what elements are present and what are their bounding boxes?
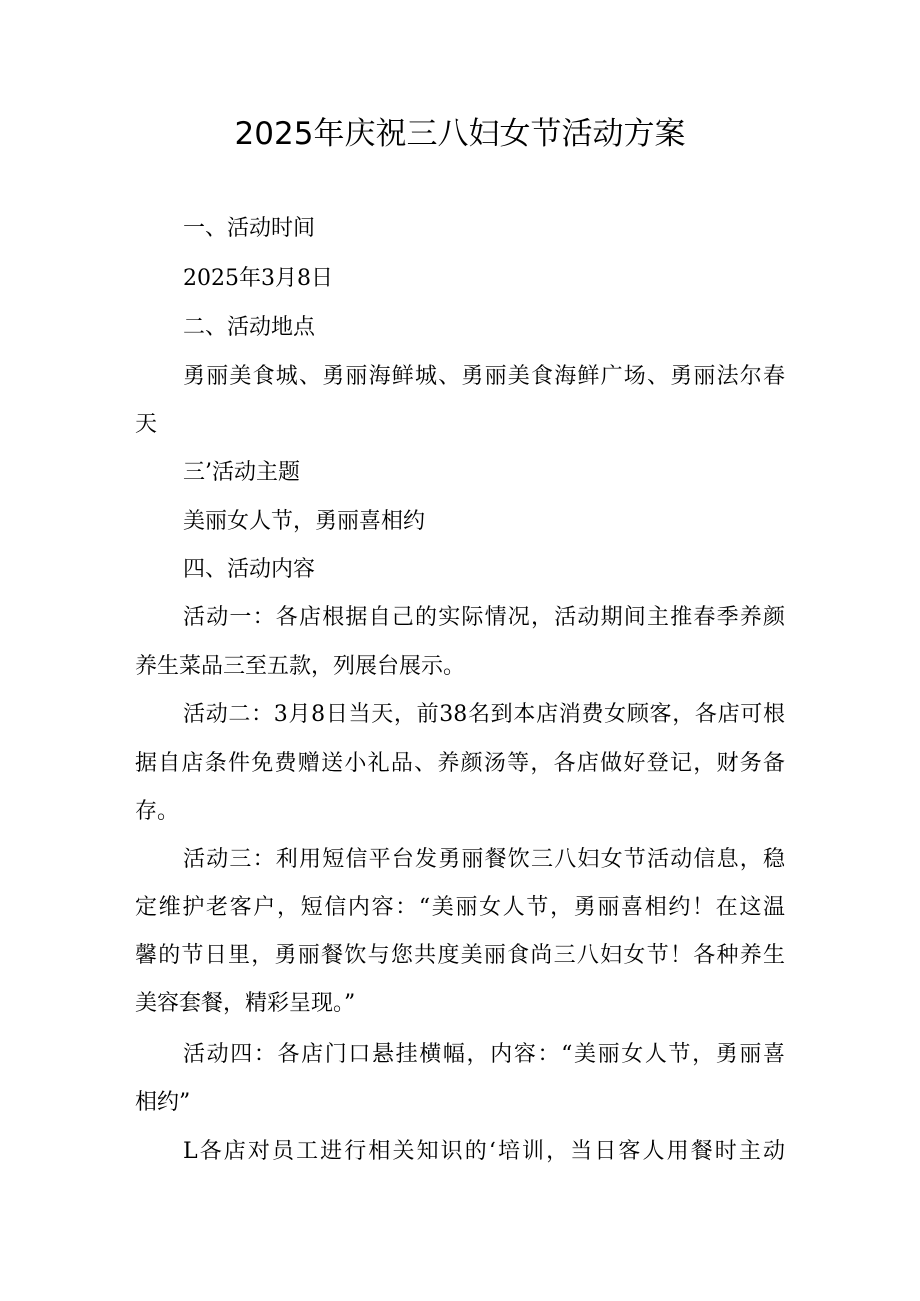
paragraph-line [135, 893, 785, 923]
paragraph-line [183, 362, 785, 392]
paragraph-line: 美丽女人节，勇丽喜相约 [183, 509, 426, 534]
section-heading-location: 二、活动地点 [183, 315, 316, 340]
paragraph-line: 养生菜品三至五款，列展台展示。 [135, 654, 466, 679]
paragraph-line: 天 [135, 412, 158, 437]
paragraph-line: 存。 [135, 799, 180, 824]
paragraph-line-text: 定维护老客户，短信内容：“美丽女人节，勇丽喜相约！在这温 [135, 895, 785, 920]
paragraph-line-text: 活动三：利用短信平台发勇丽餐饮三八妇女节活动信息，稳 [183, 847, 785, 872]
paragraph-line: 美容套餐，精彩呈现。” [135, 991, 356, 1016]
paragraph-line [183, 1137, 785, 1167]
paragraph-line-text: 馨的节日里，勇丽餐饮与您共度美丽食尚三八妇女节！各种养生 [135, 943, 785, 968]
paragraph-line [135, 749, 785, 779]
section-heading-content: 四、活动内容 [183, 557, 316, 582]
paragraph-line [183, 1040, 785, 1070]
paragraph-line [183, 603, 785, 633]
section-heading-time: 一、活动时间 [183, 216, 316, 241]
paragraph-line: 相约” [135, 1090, 191, 1115]
paragraph-line-text: 据自店条件免费赠送小礼品、养颜汤等，各店做好登记，财务备 [135, 751, 785, 776]
paragraph-line [183, 845, 785, 875]
document-title: 2025年庆祝三八妇女节活动方案 [234, 116, 686, 152]
paragraph-line-text: L各店对员工进行相关知识的‘培训，当日客人用餐时主动 [183, 1139, 785, 1164]
paragraph-line-text: 活动二：3月8日当天，前38名到本店消费女顾客，各店可根 [183, 702, 785, 727]
paragraph-line-text: 勇丽美食城、勇丽海鲜城、勇丽美食海鲜广场、勇丽法尔春 [183, 364, 785, 389]
paragraph-line [183, 700, 785, 730]
paragraph-line: 2025年3月8日 [183, 266, 333, 291]
section-heading-theme: 三’活动主题 [183, 460, 300, 485]
paragraph-line-text: 活动一：各店根据自己的实际情况，活动期间主推春季养颜 [183, 605, 785, 630]
paragraph-line [135, 941, 785, 971]
paragraph-line-text: 活动四：各店门口悬挂横幅，内容：“美丽女人节，勇丽喜 [183, 1042, 785, 1067]
